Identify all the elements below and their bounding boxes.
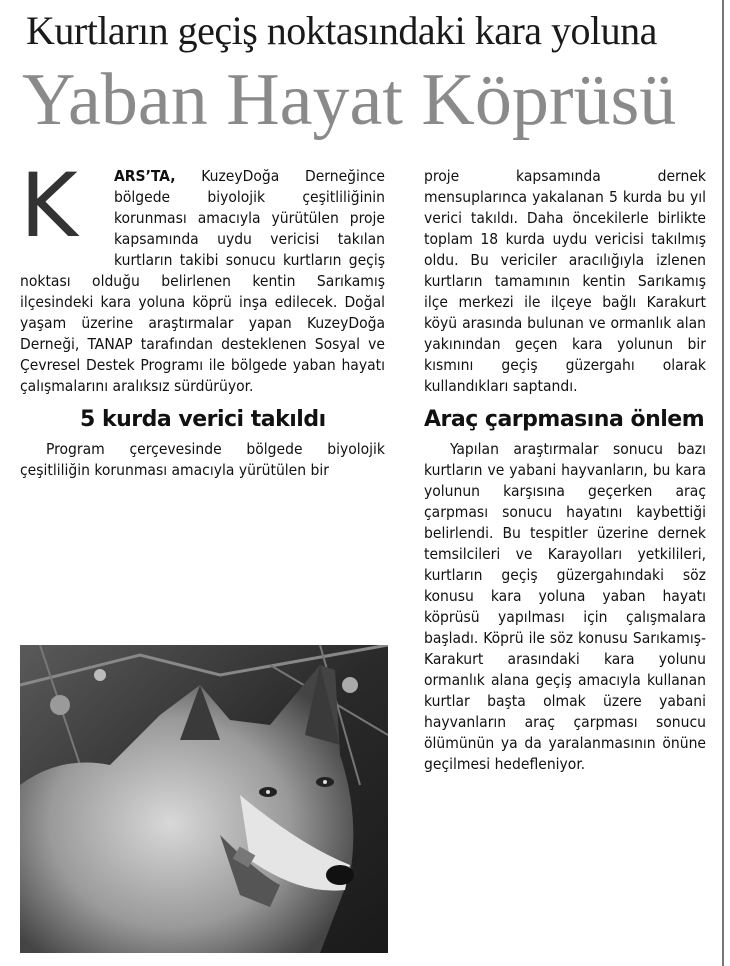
wolf-photo bbox=[20, 645, 388, 953]
subheading-transmitter: 5 kurda verici takıldı bbox=[80, 407, 326, 432]
column-rule bbox=[722, 0, 724, 966]
dateline: ARS’TA, bbox=[114, 167, 176, 185]
article-column-right bbox=[424, 166, 706, 775]
paragraph-program-start: Program çerçevesinde bölgede biyolojik çeşitliliğin korunması amacıyla yürütülen bir bbox=[20, 440, 385, 479]
subheading-prevention: Araç çarpmasına önlem bbox=[424, 407, 705, 432]
paragraph-program-end: proje kapsamında dernek mensuplarınca yakalanan 5 kurda bu yıl verici takıldı. Daha öncekilerle birlikte toplam 18 kurda uydu vericisi takılmış oldu. Bu vericiler aracılığıyla izlenen kurtların tamamının kentin Sarıkamış ilçe merkezi ile ilçeye bağlı Karakurt köyü arasında bulunan ve ormanlık alan yakınından geçen kara yolunun bir kısmını geçiş güzergahı olarak kullandıkları saptandı. bbox=[424, 167, 706, 395]
intro-text: KuzeyDoğa Derneğince bölgede biyolojik çeşitliliğinin korunması amacıyla yürütülen proje kapsamında uydu vericisi takılan kurtların takibi sonucu kurtların geçiş noktası olduğu belirlenen kentin Sarıkamış ilçesindeki kara yoluna köprü inşa edilecek. Doğal yaşam üzerine araştırmalar yapan KuzeyDoğa Derneği, TANAP tarafından desteklenen Sosyal ve Çevresel Destek Programı ile bölgede yaban hayatı çalışmalarını aralıksız sürdürüyor. bbox=[20, 167, 385, 395]
drop-cap: K bbox=[20, 154, 78, 257]
kicker-headline: Kurtların geçiş noktasındaki kara yoluna bbox=[26, 8, 657, 53]
article-column-left bbox=[20, 154, 385, 481]
main-headline: Yaban Hayat Köprüsü bbox=[22, 59, 677, 141]
paragraph-accidents: Yapılan araştırmalar sonucu bazı kurtların ve yabani hayvanların, bu kara yolunun karşısına geçerken araç çarpması sonucu hayatını kaybettiği belirlendi. Bu tespitler üzerine dernek temsilcileri ve Karayolları yetkilileri, kurtların geçiş güzergahındaki söz konusu kara yoluna yaban hayatı köprüsü yapılması için çalışmalara başladı. Köprü ile söz konusu Sarıkamış-Karakurt arasındaki kara yolunu ormanlık alana geçiş amacıyla kullanan kurtlar başta olmak üzere yabani hayvanların araç çarpması sonucu ölümünün ya da yaralanmasının önüne geçilmesi hedefleniyor. bbox=[424, 440, 706, 773]
